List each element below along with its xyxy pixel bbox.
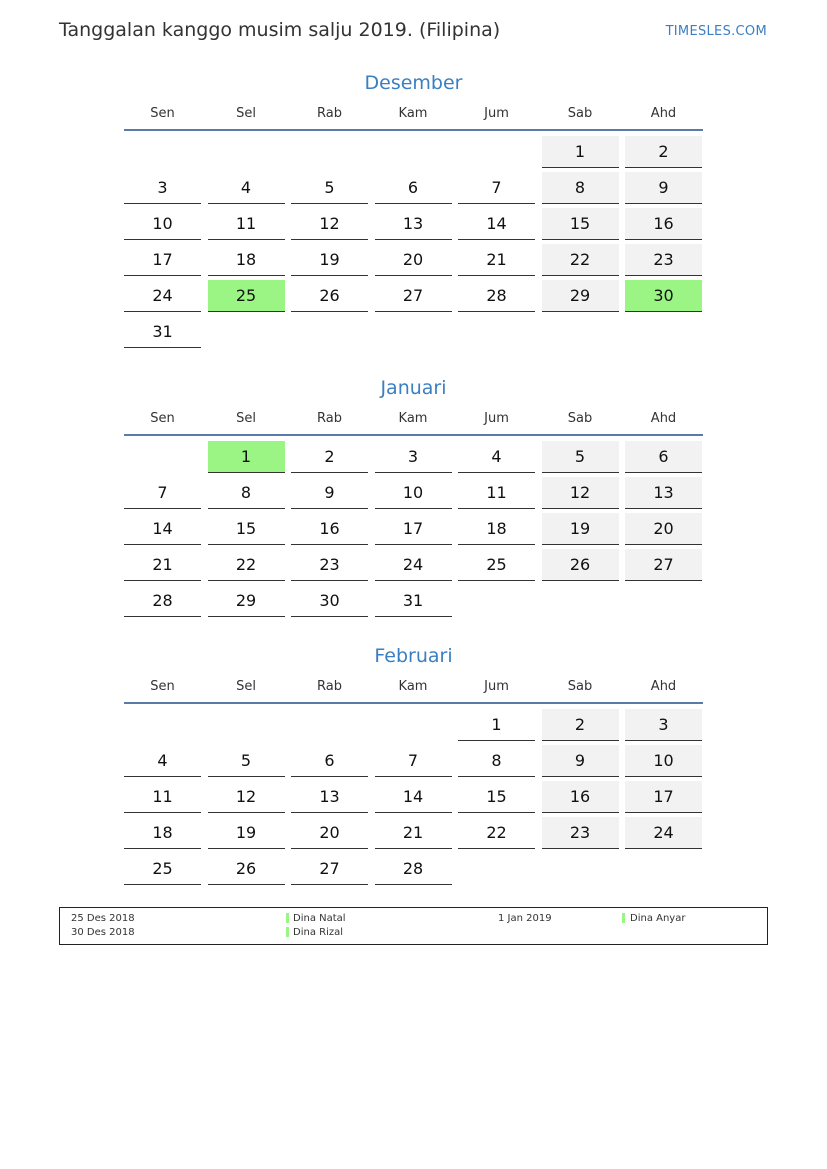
weekday-header: [124, 101, 703, 131]
day-cell[interactable]: 2: [625, 136, 702, 168]
header-rule: [124, 129, 703, 131]
day-cell[interactable]: 3: [124, 172, 201, 204]
holiday-legend: [59, 907, 768, 945]
brand-logo[interactable]: TIMESLES.COM: [665, 24, 767, 39]
day-cell[interactable]: 2: [542, 709, 619, 741]
day-cell[interactable]: 5: [208, 745, 285, 777]
day-cell[interactable]: 23: [625, 244, 702, 276]
weekday-label: Sab: [567, 106, 593, 121]
day-cell[interactable]: 26: [291, 280, 368, 312]
legend-name: Dina Rizal: [293, 927, 344, 938]
day-cell[interactable]: 12: [291, 208, 368, 240]
day-cell[interactable]: 10: [625, 745, 702, 777]
weekday-label: Rab: [317, 106, 342, 121]
day-cell[interactable]: 19: [542, 513, 619, 545]
weekday-label: Ahd: [650, 106, 677, 121]
day-cell[interactable]: 30: [291, 585, 368, 617]
weekday-label: Jum: [484, 679, 509, 694]
weekday-label: Sel: [236, 411, 256, 426]
day-cell[interactable]: 24: [124, 280, 201, 312]
day-cell[interactable]: 13: [291, 781, 368, 813]
day-cell[interactable]: 18: [208, 244, 285, 276]
day-cell[interactable]: 25: [124, 853, 201, 885]
day-cell[interactable]: 17: [625, 781, 702, 813]
day-cell[interactable]: 10: [124, 208, 201, 240]
day-cell[interactable]: 24: [375, 549, 452, 581]
weekday-label: Sen: [150, 411, 175, 426]
month-calendar: [124, 69, 703, 341]
day-cell[interactable]: 27: [291, 853, 368, 885]
day-cell[interactable]: 7: [458, 172, 535, 204]
page-title: Tanggalan kanggo musim salju 2019. (Filipina): [59, 19, 501, 41]
day-cell[interactable]: 9: [625, 172, 702, 204]
weekday-label: Sab: [567, 411, 593, 426]
day-cell[interactable]: 18: [124, 817, 201, 849]
day-cell[interactable]: 9: [291, 477, 368, 509]
day-cell[interactable]: 16: [291, 513, 368, 545]
day-cell[interactable]: 22: [542, 244, 619, 276]
day-cell[interactable]: 22: [208, 549, 285, 581]
day-cell[interactable]: 4: [124, 745, 201, 777]
day-cell[interactable]: 11: [208, 208, 285, 240]
day-cell[interactable]: 3: [625, 709, 702, 741]
day-cell[interactable]: 4: [458, 441, 535, 473]
day-cell[interactable]: 12: [542, 477, 619, 509]
day-cell[interactable]: 28: [458, 280, 535, 312]
weekday-label: Rab: [317, 679, 342, 694]
day-cell[interactable]: 26: [542, 549, 619, 581]
header-rule: [124, 434, 703, 436]
day-cell[interactable]: 15: [208, 513, 285, 545]
day-cell[interactable]: 5: [291, 172, 368, 204]
legend-date: 1 Jan 2019: [498, 913, 552, 924]
weekday-header: [124, 674, 703, 704]
day-cell[interactable]: 15: [458, 781, 535, 813]
day-cell[interactable]: 10: [375, 477, 452, 509]
month-title: Januari: [380, 377, 447, 399]
day-cell[interactable]: 2: [291, 441, 368, 473]
weekday-label: Sen: [150, 106, 175, 121]
day-cell[interactable]: 29: [208, 585, 285, 617]
weekday-label: Sen: [150, 679, 175, 694]
legend-name: Dina Anyar: [630, 913, 686, 924]
weekday-label: Kam: [398, 106, 428, 121]
legend-swatch: [622, 913, 625, 923]
day-cell[interactable]: 19: [208, 817, 285, 849]
day-cell[interactable]: 24: [625, 817, 702, 849]
day-cell[interactable]: 20: [291, 817, 368, 849]
day-cell[interactable]: 27: [375, 280, 452, 312]
day-cell[interactable]: 17: [124, 244, 201, 276]
day-cell[interactable]: 8: [458, 745, 535, 777]
weekday-label: Rab: [317, 411, 342, 426]
day-cell[interactable]: 23: [542, 817, 619, 849]
weekday-label: Sel: [236, 106, 256, 121]
day-cell[interactable]: 1: [458, 709, 535, 741]
day-cell[interactable]: 4: [208, 172, 285, 204]
day-cell[interactable]: 5: [542, 441, 619, 473]
day-cell[interactable]: 21: [458, 244, 535, 276]
month-title: Desember: [364, 72, 463, 94]
legend-date: 25 Des 2018: [71, 913, 135, 924]
day-cell[interactable]: 1: [542, 136, 619, 168]
day-cell[interactable]: 12: [208, 781, 285, 813]
weekday-label: Ahd: [650, 411, 677, 426]
day-cell[interactable]: 27: [625, 549, 702, 581]
day-cell[interactable]: 7: [375, 745, 452, 777]
weekday-label: Kam: [398, 411, 428, 426]
weekday-label: Jum: [484, 106, 509, 121]
weekday-label: Sel: [236, 679, 256, 694]
legend-name: Dina Natal: [293, 913, 346, 924]
day-cell[interactable]: 21: [124, 549, 201, 581]
day-cell[interactable]: 16: [625, 208, 702, 240]
legend-date: 30 Des 2018: [71, 927, 135, 938]
day-cell[interactable]: 31: [375, 585, 452, 617]
legend-swatch: [286, 913, 289, 923]
legend-swatch: [286, 927, 289, 937]
day-cell[interactable]: 6: [625, 441, 702, 473]
month-calendar: [124, 374, 703, 610]
day-cell[interactable]: 9: [542, 745, 619, 777]
day-cell[interactable]: 7: [124, 477, 201, 509]
weekday-header: [124, 406, 703, 436]
day-cell[interactable]: 8: [208, 477, 285, 509]
day-cell[interactable]: 15: [542, 208, 619, 240]
day-cell[interactable]: 29: [542, 280, 619, 312]
day-cell[interactable]: 26: [208, 853, 285, 885]
day-cell[interactable]: 19: [291, 244, 368, 276]
day-cell[interactable]: 23: [291, 549, 368, 581]
day-cell[interactable]: 14: [375, 781, 452, 813]
day-cell[interactable]: 13: [375, 208, 452, 240]
weekday-label: Kam: [398, 679, 428, 694]
day-cell[interactable]: 6: [291, 745, 368, 777]
day-cell[interactable]: 17: [375, 513, 452, 545]
header-rule: [124, 702, 703, 704]
day-cell[interactable]: 22: [458, 817, 535, 849]
day-cell[interactable]: 20: [625, 513, 702, 545]
month-title: Februari: [374, 645, 453, 667]
day-cell[interactable]: 14: [124, 513, 201, 545]
day-cell[interactable]: 13: [625, 477, 702, 509]
day-cell[interactable]: 31: [124, 316, 201, 348]
day-cell[interactable]: 11: [124, 781, 201, 813]
day-cell[interactable]: 16: [542, 781, 619, 813]
day-cell[interactable]: 8: [542, 172, 619, 204]
day-cell[interactable]: 30: [625, 280, 702, 312]
day-cell[interactable]: 28: [124, 585, 201, 617]
day-cell[interactable]: 25: [208, 280, 285, 312]
day-cell[interactable]: 6: [375, 172, 452, 204]
weekday-label: Jum: [484, 411, 509, 426]
weekday-label: Sab: [567, 679, 593, 694]
day-cell[interactable]: 21: [375, 817, 452, 849]
day-cell[interactable]: 1: [208, 441, 285, 473]
day-cell[interactable]: 18: [458, 513, 535, 545]
day-cell[interactable]: 25: [458, 549, 535, 581]
day-cell[interactable]: 3: [375, 441, 452, 473]
day-cell[interactable]: 11: [458, 477, 535, 509]
month-calendar: [124, 642, 703, 878]
day-cell[interactable]: 28: [375, 853, 452, 885]
day-cell[interactable]: 14: [458, 208, 535, 240]
day-cell[interactable]: 20: [375, 244, 452, 276]
weekday-label: Ahd: [650, 679, 677, 694]
